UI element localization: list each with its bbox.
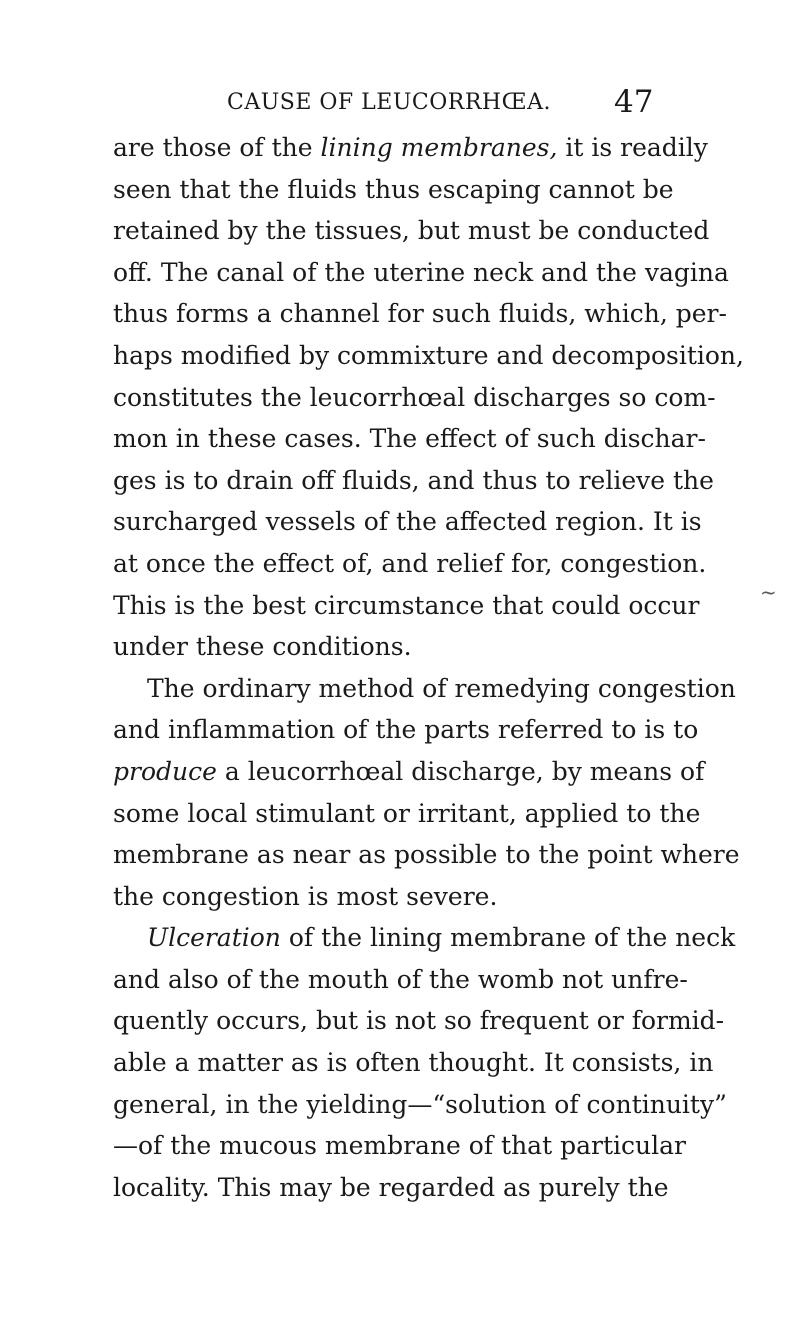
page-header: [0, 84, 800, 122]
text-segment: a leucorrhœal discharge, by means of: [216, 756, 705, 786]
text-segment: and inflammation of the parts referred to is to: [113, 715, 699, 745]
italic-text: Ulceration: [147, 923, 281, 953]
text-line: [113, 751, 705, 793]
margin-mark: ~: [760, 580, 777, 604]
text-segment: quently occurs, but is not so frequent or formid-: [113, 1006, 725, 1036]
italic-text: produce: [113, 756, 217, 786]
text-segment: at once the effect of, and relief for, congestion.: [113, 548, 707, 578]
text-line: [113, 585, 700, 627]
text-line: [113, 1084, 727, 1126]
text-line: [113, 668, 736, 710]
text-line: [113, 1042, 714, 1084]
text-segment: thus forms a channel for such fluids, which, per-: [113, 299, 727, 329]
text-line: [113, 377, 716, 419]
body-text: [113, 127, 744, 1208]
text-segment: some local stimulant or irritant, applied to the: [113, 798, 701, 828]
text-line: [113, 876, 661, 918]
text-line: [113, 959, 688, 1001]
text-line: [113, 210, 710, 252]
text-segment: mon in these cases. The effect of such dischar-: [113, 424, 706, 454]
text-segment: haps modified by commixture and decomposition,: [113, 340, 744, 370]
text-line: [113, 709, 699, 751]
running-title: CAUSE OF LEUCORRHŒA.: [227, 90, 551, 115]
text-line: [113, 626, 661, 668]
text-segment: This is the best circumstance that could occur: [113, 590, 700, 620]
text-line: [113, 1000, 725, 1042]
text-segment: The ordinary method of remedying congestion: [147, 673, 736, 703]
text-segment: —of the mucous membrane of that particular: [113, 1131, 686, 1161]
text-line: [113, 418, 706, 460]
text-segment: surcharged vessels of the affected region. It is: [113, 507, 702, 537]
italic-text: lining membranes,: [320, 133, 558, 162]
text-segment: under these conditions.: [113, 632, 412, 662]
text-line: [113, 335, 744, 377]
text-line: [113, 543, 707, 585]
text-line: [113, 252, 729, 294]
text-line: [113, 793, 701, 835]
text-line: [113, 501, 702, 543]
text-segment: locality. This may be regarded as purely the: [113, 1172, 669, 1202]
text-line: [113, 834, 740, 876]
text-segment: off. The canal of the uterine neck and the vagina: [113, 257, 729, 287]
text-segment: and also of the mouth of the womb not unfre-: [113, 964, 688, 994]
text-line: [113, 293, 727, 335]
text-segment: are those of the: [113, 133, 321, 162]
text-segment: constitutes the leucorrhœal discharges so com-: [113, 382, 716, 412]
text-segment: membrane as near as possible to the point where: [113, 840, 740, 870]
text-segment: the congestion is most severe.: [113, 881, 498, 911]
text-line: [113, 127, 708, 169]
text-segment: of the lining membrane of the neck: [280, 923, 736, 953]
text-segment: it is readily: [557, 133, 708, 162]
text-line: [113, 1125, 686, 1167]
text-line: [113, 169, 674, 211]
text-segment: retained by the tissues, but must be conducted: [113, 216, 710, 246]
text-segment: seen that the fluids thus escaping cannot be: [113, 174, 674, 204]
text-line: [113, 460, 714, 502]
text-segment: general, in the yielding—“solution of continuity”: [113, 1089, 727, 1119]
page-number: 47: [614, 84, 654, 120]
text-segment: ges is to drain off fluids, and thus to relieve the: [113, 465, 714, 495]
text-segment: able a matter as is often thought. It consists, in: [113, 1048, 714, 1078]
text-line: [113, 917, 736, 959]
text-line: [113, 1167, 669, 1209]
